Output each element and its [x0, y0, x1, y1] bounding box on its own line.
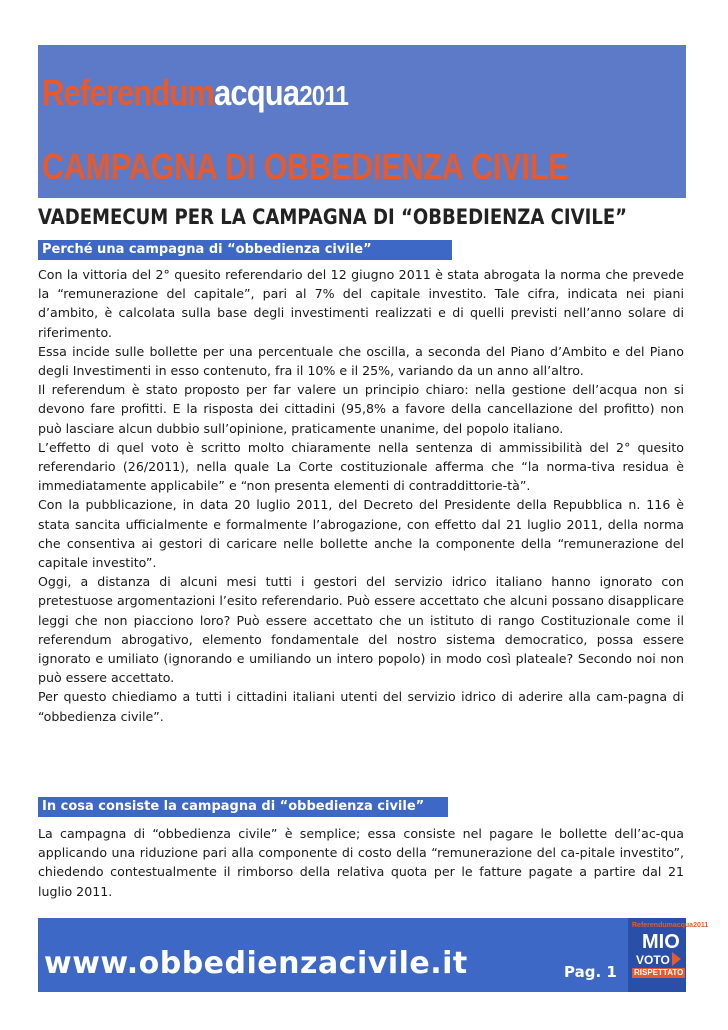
- paragraph: Con la vittoria del 2° quesito referendario del 12 giugno 2011 è stata abrogata la norma che prevede la “remunerazione del capitale”, pari al 7% del capitale investito. Tale cifra, indicata nei piani d’ambito, è calcolata sulla base degli investimenti realizzati e di quelli previsti nell’anno solare di riferimento.: [38, 267, 684, 340]
- brand-year: 2011: [299, 80, 349, 111]
- header-banner: [38, 45, 686, 198]
- section-body-what: [38, 824, 684, 901]
- footer-banner: [38, 918, 709, 992]
- mio-voto-logo: [628, 918, 709, 992]
- logo-rispettato: RISPETTATO: [634, 968, 684, 977]
- campaign-title: CAMPAGNA DI OBBEDIENZA CIVILE: [42, 146, 569, 187]
- logo-voto: VOTO: [636, 953, 670, 967]
- website-link[interactable]: www.obbedienzacivile.it: [44, 946, 468, 981]
- brand-referendum: Referendum: [42, 72, 215, 113]
- page-number: Pag. 1: [564, 963, 617, 981]
- paragraph: Con la pubblicazione, in data 20 luglio 2011, del Decreto del Presidente della Repubblica n. 116 è stata sancita ufficialmente e formalmente l’abrogazione, con effetto dal 21 luglio 2011, della norma che consentiva ai gestori di caricare nelle bollette anche la componente della “remunerazione del capitale investito”.: [38, 497, 684, 571]
- section-title-why: Perché una campagna di “obbedienza civile”: [38, 240, 452, 260]
- brand-logo-text: [42, 73, 348, 116]
- paragraph: La campagna di “obbedienza civile” è semplice; essa consiste nel pagare le bollette dell’ac-qua applicando una riduzione pari alla componente di costo della “remunerazione del ca-pitale investito”, chiedendo contestualmente il rimborso della relativa quota per le fatture pagate a partire dal 21 luglio 2011.: [38, 826, 684, 899]
- section-body-why: [38, 265, 684, 726]
- paragraph: Oggi, a distanza di alcuni mesi tutti i gestori del servizio idrico italiano hanno ignorato con pretestuose argomentazioni l’esito referendario. Può essere accettato che alcuni possano disapplicare leggi che non piacciono loro? Può essere accettato che un istituto di rango Costituzionale come il referendum abrogativo, elemento fondamentale del nostro sistema democratico, possa essere ignorato e umiliato (ignorando e umiliando un intero popolo) in modo così plateale? Secondo noi non può essere accettato.: [38, 574, 684, 686]
- paragraph: Essa incide sulle bollette per una percentuale che oscilla, a seconda del Piano d’Ambito e del Piano degli Investimenti in esso contenuto, fra il 10% e il 25%, variando da un anno all’altro.: [38, 343, 684, 379]
- section-title-what: In cosa consiste la campagna di “obbedienza civile”: [38, 797, 448, 817]
- paragraph: Il referendum è stato proposto per far valere un principio chiaro: nella gestione dell’acqua non si devono fare profitti. E la risposta dei cittadini (95,8% a favore della cancellazione del profitto) non può lasciare alcun dubbio sull’opinione, praticamente unanime, del popolo italiano.: [38, 382, 684, 436]
- logo-top-text: Referendumacqua2011: [632, 922, 709, 929]
- brand-acqua: acqua: [214, 72, 300, 113]
- document-title: VADEMECUM PER LA CAMPAGNA DI “OBBEDIENZA CIVILE”: [38, 205, 628, 229]
- arrow-icon: [672, 952, 681, 966]
- paragraph: Per questo chiediamo a tutti i cittadini italiani utenti del servizio idrico di aderire alla cam-pagna di “obbedienza civile”.: [38, 689, 684, 724]
- logo-mio: MIO: [642, 931, 680, 953]
- paragraph: L’effetto di quel voto è scritto molto chiaramente nella sentenza di ammissibilità del 2° quesito referendario (26/2011), nella quale La Corte costituzionale afferma che “la norma-tiva residua è immediatamente applicabile” e “non presenta elementi di contraddittorie-tà”.: [38, 439, 684, 494]
